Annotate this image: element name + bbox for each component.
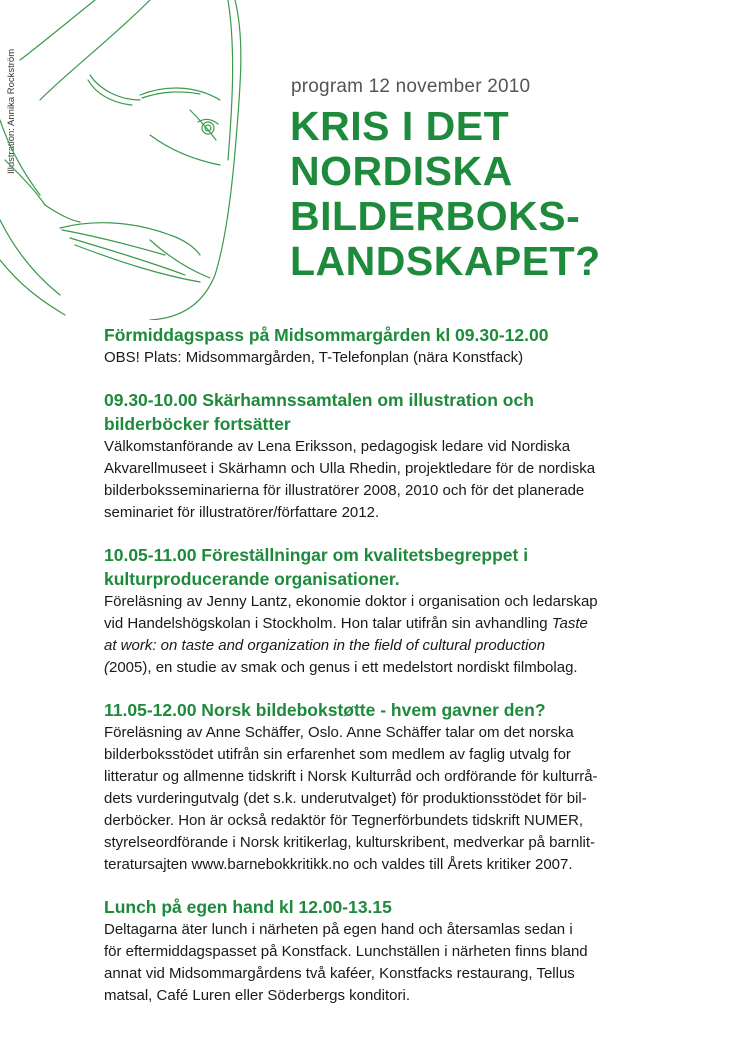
body-line: Akvarellmuseet i Skärhamn och Ulla Rhedin, projektledare för de nordiska (104, 460, 596, 477)
body-line: vid Handelshögskolan i Stockholm. Hon talar utifrån sin avhandling (104, 615, 552, 632)
body-line: Välkomstanförande av Lena Eriksson, pedagogisk ledare vid Nordiska (104, 438, 571, 455)
heading-line: 10.05-11.00 Föreställningar om kvalitetsbegreppet i (104, 545, 529, 565)
section-heading: Förmiddagspass på Midsommargården kl 09.30-12.00 (104, 325, 549, 345)
book-title: at work: on taste and organization in the field of cultural production (104, 637, 546, 654)
heading-line: kulturproducerande organisationer. (104, 569, 400, 589)
section-norsk (104, 698, 704, 876)
title-line: BILDERBOKS- (290, 193, 581, 239)
section-morning (104, 323, 704, 369)
body-line: Deltagarna äter lunch i närheten på egen hand och återsamlas sedan i (104, 921, 573, 938)
body-line: seminariet för illustratörer/författare 2012. (104, 504, 380, 521)
face-illustration (0, 0, 250, 320)
body-line: dets vurderingutvalg (det s.k. underutvalget) för produktionsstödet för bil- (104, 790, 587, 807)
section-heading (104, 388, 704, 436)
title-line: NORDISKA (290, 148, 513, 194)
section-body (104, 436, 704, 524)
section-body (104, 722, 704, 876)
section-body (104, 919, 704, 1007)
body-line: styrelseordförande i Norsk kritikerlag, kulturskribent, medverkar på barnlit- (104, 834, 596, 851)
body-line: matsal, Café Luren eller Söderbergs konditori. (104, 987, 410, 1004)
body-line: bilderboksseminarierna för illustratörer 2008, 2010 och för det planerade (104, 482, 585, 499)
body-line: för eftermiddagspasset på Konstfack. Lunchställen i närheten finns bland (104, 943, 588, 960)
body-line: teratursajten www.barnebokkritikk.no och valdes till Årets kritiker 2007. (104, 856, 573, 873)
body-line: 2005), en studie av smak och genus i ett medelstort nordiskt filmbolag. (109, 659, 578, 676)
book-title-paren: ( (104, 659, 109, 676)
book-title: Taste (551, 615, 588, 632)
section-lunch (104, 895, 704, 1007)
body-line: bilderboksstödet utifrån sin erfarenhet som medlem av faglig utvalg for (104, 746, 571, 763)
program-date: program 12 november 2010 (291, 76, 531, 97)
heading-line: 09.30-10.00 Skärhamnssamtalen om illustration och (104, 390, 534, 410)
section-body: OBS! Plats: Midsommargården, T-Telefonplan (nära Konstfack) (104, 349, 524, 366)
program-content (104, 323, 704, 1026)
title-line: KRIS I DET (290, 103, 510, 149)
section-skarhamn (104, 388, 704, 524)
section-kvalitet (104, 543, 704, 679)
section-body (104, 591, 704, 679)
body-line: Föreläsning av Jenny Lantz, ekonomie doktor i organisation och ledarskap (104, 593, 598, 610)
heading-line: bilderböcker fortsätter (104, 414, 291, 434)
section-heading: Lunch på egen hand kl 12.00-13.15 (104, 897, 392, 917)
section-heading (104, 543, 704, 591)
body-line: derböcker. Hon är också redaktör för Tegnerförbundets tidskrift NUMER, (104, 812, 584, 829)
body-line: Föreläsning av Anne Schäffer, Oslo. Anne Schäffer talar om det norska (104, 724, 574, 741)
title-line: LANDSKAPET? (290, 238, 601, 284)
body-line: annat vid Midsommargårdens två kaféer, Konstfacks restaurang, Tellus (104, 965, 575, 982)
main-title (290, 104, 601, 284)
illustration-credit: Illustration: Annika Rockström (6, 48, 17, 174)
section-heading: 11.05-12.00 Norsk bildebokstøtte - hvem gavner den? (104, 700, 546, 720)
body-line: litteratur og allmenne tidskrift i Norsk Kulturråd och ordförande för kulturrå- (104, 768, 598, 785)
